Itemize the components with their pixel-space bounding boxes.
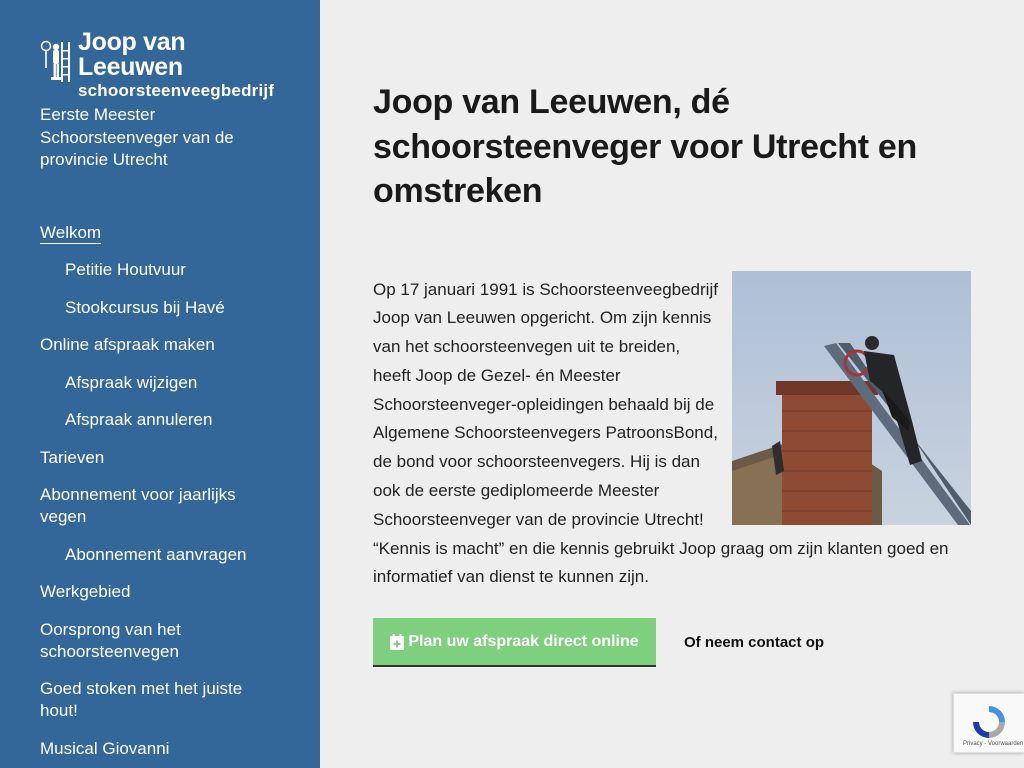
brand-subtitle: schoorsteenveegbedrijf (78, 80, 275, 100)
nav-item-online-afspraak[interactable]: Online afspraak maken (40, 335, 215, 354)
site-logo[interactable] (40, 27, 280, 100)
cta-row (373, 618, 971, 667)
nav-item-musical-giovanni[interactable]: Musical Giovanni (40, 738, 170, 758)
nav-item-oorsprong[interactable]: Oorsprong van het schoorsteenvegen (40, 619, 181, 661)
nav-item-abonnement-aanvragen[interactable]: Abonnement aanvragen (65, 544, 247, 564)
recaptcha-badge[interactable] (953, 693, 1024, 753)
nav-item-goed-stoken[interactable]: Goed stoken met het juiste hout! (40, 679, 243, 720)
contact-link[interactable]: Of neem contact op (684, 634, 825, 652)
chimney-sweep-logo-icon (40, 40, 74, 88)
nav-item-petitie-houtvuur[interactable]: Petitie Houtvuur (65, 260, 186, 279)
plan-appointment-button[interactable] (373, 618, 656, 667)
main-content (373, 80, 971, 667)
nav-item-abonnement[interactable]: Abonnement voor jaarlijks vegen (40, 485, 236, 526)
intro-paragraph: Op 17 januari 1991 is Schoorsteenveegbedrijf Joop van Leeuwen opgericht. Om zijn kennis van het schoorsteenvegen uit te breiden, heeft Joop de Gezel- én Meester Schoorsteenveger-opleidingen behaald bij de Algemene Schoorsteenvegers PatroonsBond, de bond voor schoorsteenvegers. Hij is dan ook de eerste gediplomeerde Meester Schoorsteenveger van de provincie Utrecht! (373, 279, 718, 529)
nav-item-stookcursus[interactable]: Stookcursus bij Havé (65, 297, 225, 317)
chimney-sweep-photo (732, 271, 971, 525)
page-title: Joop van Leeuwen, dé schoorsteenveger voor Utrecht en omstreken (373, 83, 918, 210)
site-tagline: Eerste Meester Schoorsteenveger van de provincie Utrecht (40, 105, 234, 169)
sidebar (0, 0, 320, 768)
recaptcha-links[interactable]: Privacy - Voorwaarden (963, 741, 1024, 747)
calendar-plus-icon (390, 634, 404, 650)
main-nav (40, 222, 280, 760)
nav-item-afspraak-annuleren[interactable]: Afspraak annuleren (65, 410, 213, 429)
nav-item-werkgebied[interactable]: Werkgebied (40, 582, 131, 601)
nav-item-tarieven[interactable]: Tarieven (40, 447, 105, 467)
nav-item-afspraak-wijzigen[interactable]: Afspraak wijzigen (65, 372, 198, 392)
nav-item-welkom[interactable]: Welkom (40, 222, 102, 242)
article-body (373, 276, 971, 593)
recaptcha-logo-icon (969, 702, 1009, 742)
brand-name: Joop van Leeuwen (78, 27, 186, 81)
knowledge-paragraph: “Kennis is macht” en die kennis gebruikt Joop graag om zijn klanten goed en informatief van dienst te kunnen zijn. (373, 538, 949, 587)
plan-appointment-label: Plan uw afspraak direct online (408, 632, 639, 650)
